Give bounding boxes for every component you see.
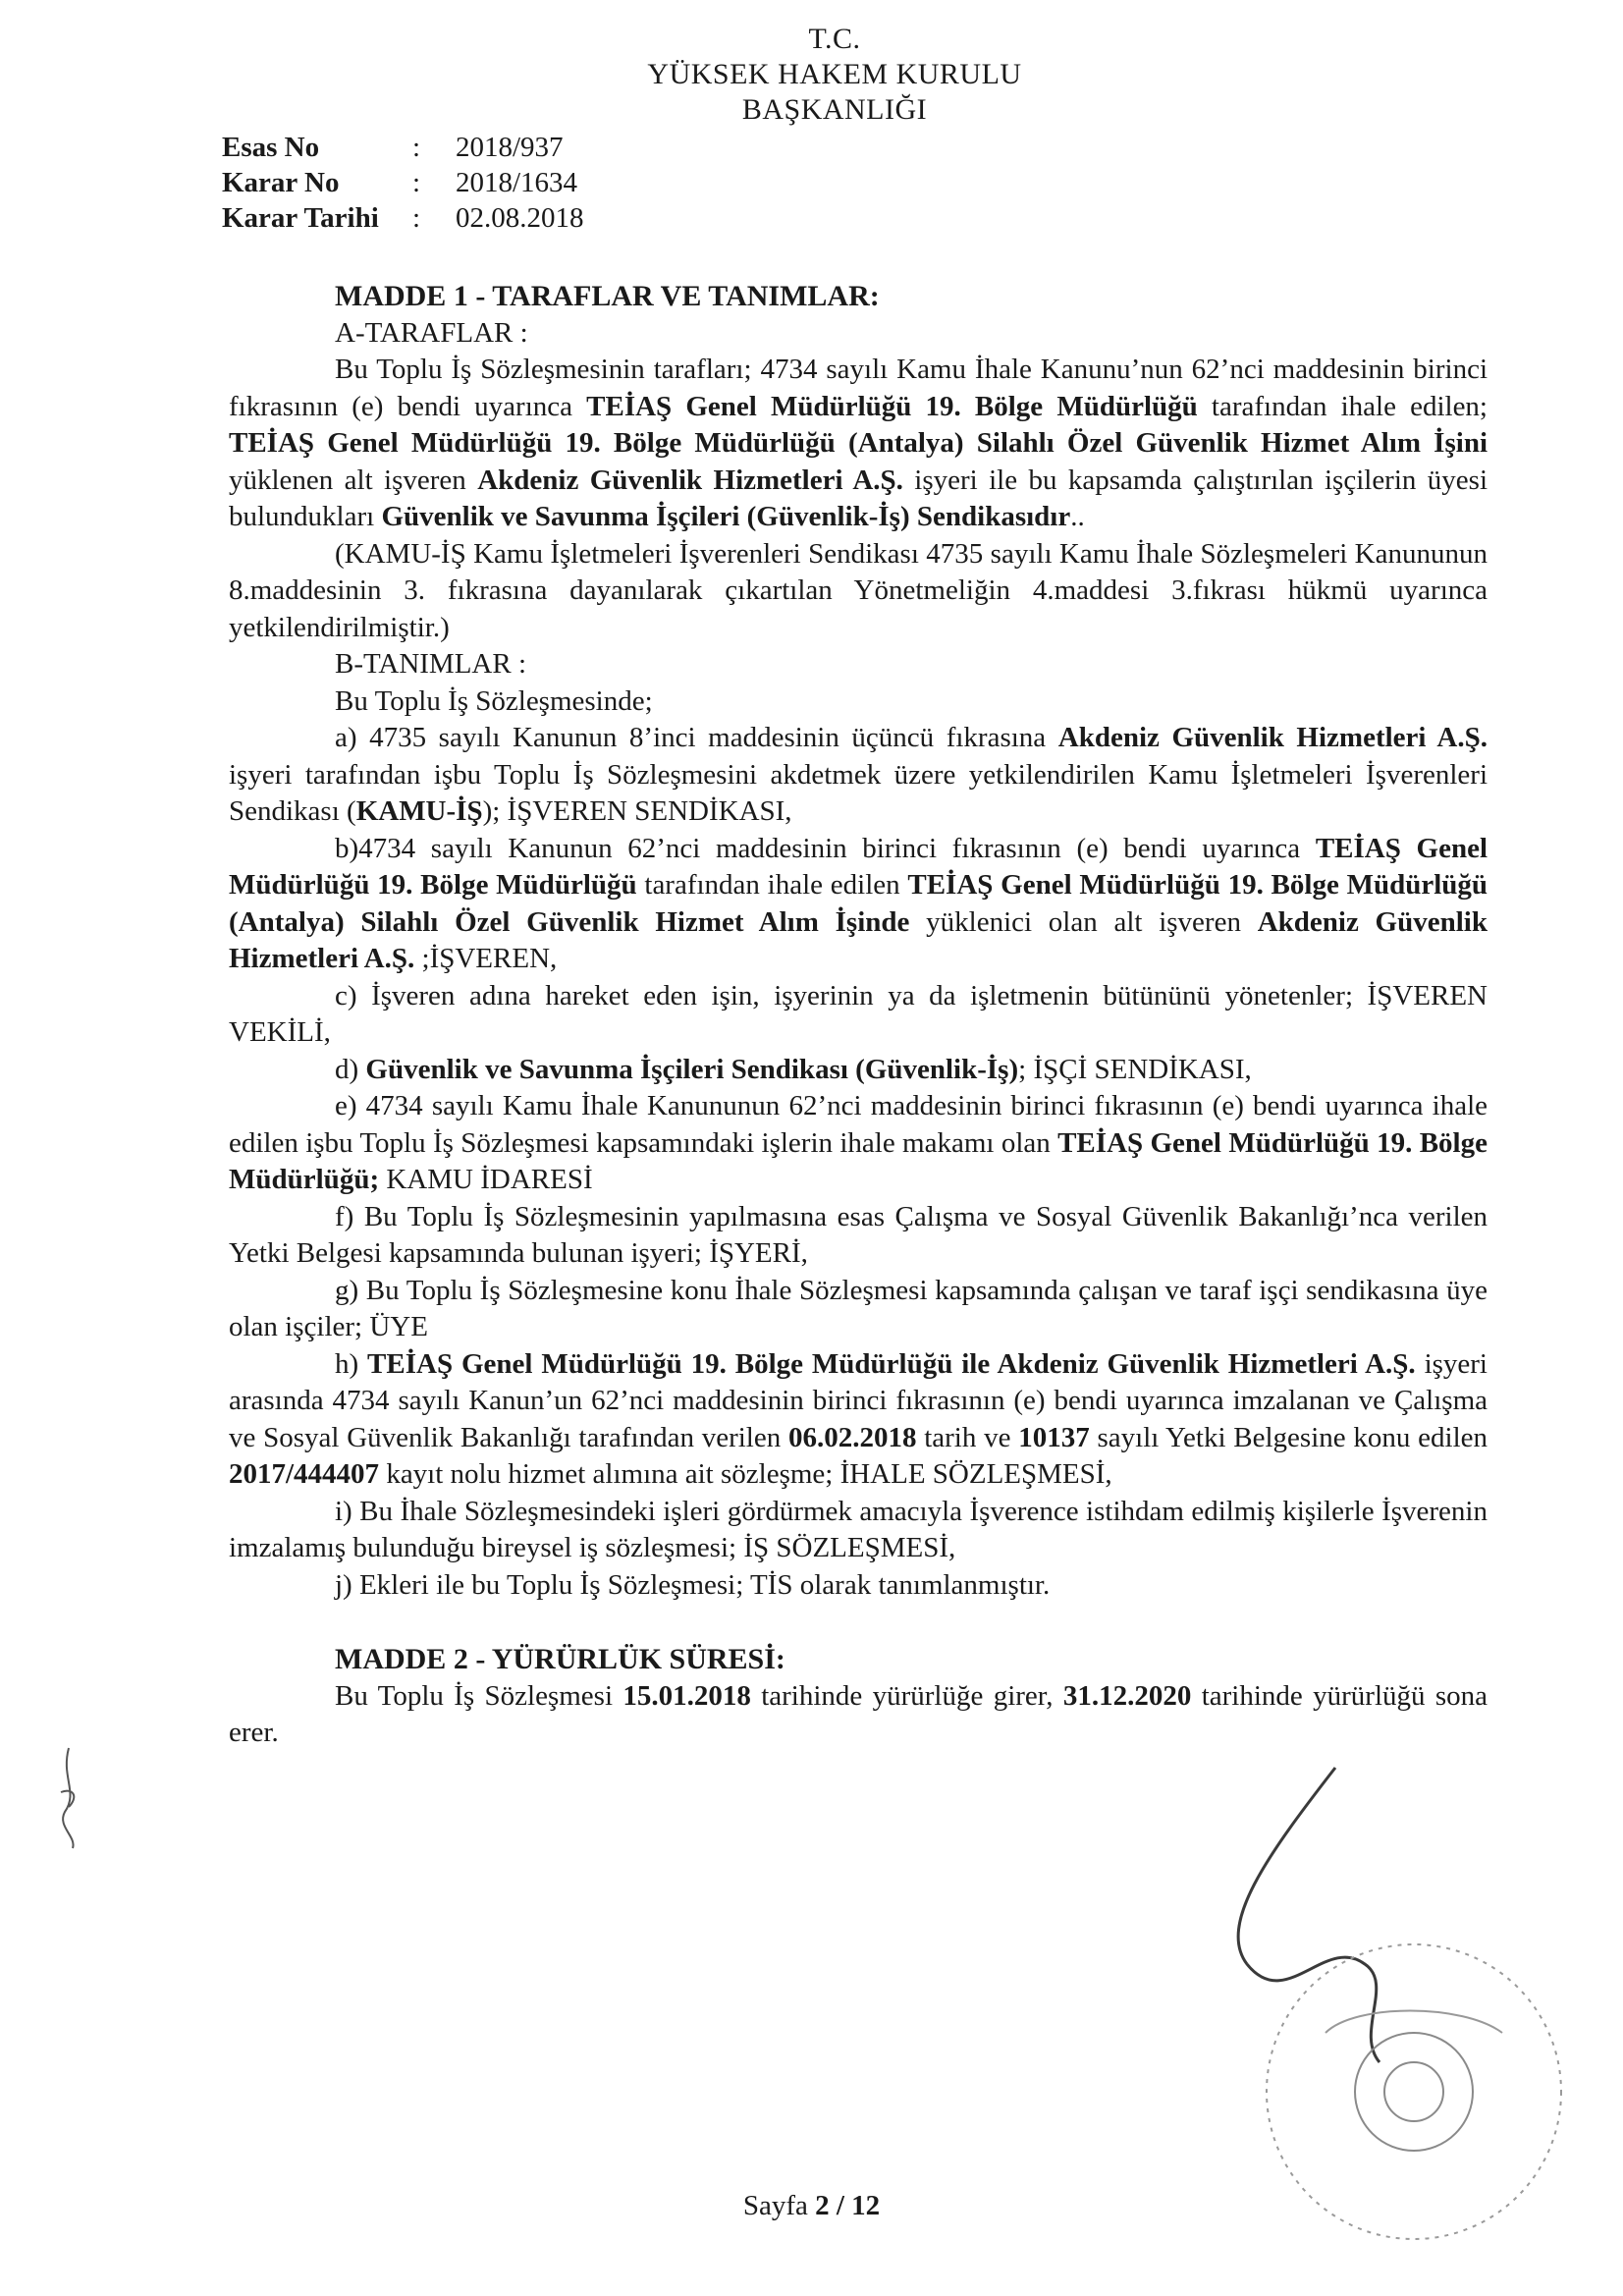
bold-text: Güvenlik ve Savunma İşçileri (Güvenlik-İş) Sendikasıdır [381,501,1071,532]
text-run: f) Bu Toplu İş Sözleşmesinin yapılmasına esas Çalışma ve Sosyal Güvenlik Bakanlığı’nca verilen Yetki Belgesi kapsamında bulunan işyeri; İŞYERİ, [229,1200,1488,1269]
definition-item [229,1088,1488,1199]
bold-text: 31.12.2020 [1062,1679,1192,1712]
text-run: kayıt nolu hizmet alımına ait sözleşme; İHALE SÖZLEŞMESİ, [379,1458,1112,1490]
text-run: tarih ve [916,1421,1019,1453]
bold-text: TEİAŞ Genel Müdürlüğü 19. Bölge Müdürlüğü; [229,1126,1488,1195]
header-presidency: BAŞKANLIĞI [741,93,928,126]
text-run: i) Bu İhale Sözleşmesindeki işleri gördürmek amacıyla İşverence istihdam edilmiş kişilerle İşverenin imzalamış bulunduğu bireysel iş sözleşmesi; İŞ SÖZLEŞMESİ, [229,1495,1488,1563]
meta-value: 2018/1634 [456,167,578,198]
footer-label: Sayfa [742,2190,816,2221]
definition-item [229,720,1488,831]
bold-text: TEİAŞ Genel Müdürlüğü 19. Bölge Müdürlüğü ile Akdeniz Güvenlik Hizmetleri A.Ş. [367,1347,1416,1380]
text-run: a) 4735 sayılı Kanunun 8’inci maddesinin üçüncü fıkrasına [335,722,1058,753]
header-institution: YÜKSEK HAKEM KURULU [647,58,1022,90]
meta-value: 2018/937 [456,132,564,163]
bold-text: Akdeniz Güvenlik Hizmetleri A.Ş. [229,905,1488,974]
bold-text: 10137 [1018,1421,1090,1453]
bold-text: 06.02.2018 [787,1421,917,1453]
text-run: yüklenen alt işveren [229,464,478,496]
text-run: tarihinde yürürlüğe girer, [750,1679,1063,1712]
text-run: b)4734 sayılı Kanunun 62’nci maddesinin birinci fıkrasının (e) bendi uyarınca [335,832,1316,864]
meta-value: 02.08.2018 [456,202,584,234]
bold-text: Güvenlik ve Savunma İşçileri Sendikası (Güvenlik-İş) [365,1053,1019,1085]
meta-separator: : [412,202,421,234]
definition-item [229,1199,1488,1273]
meta-label: Karar No [222,167,340,198]
text-run: tarafından ihale edilen [636,869,908,901]
bold-text: TEİAŞ Genel Müdürlüğü 19. Bölge Müdürlüğü (Antalya) Silahlı Özel Güvenlik Hizmet Alım İşini [229,427,1488,459]
meta-label: Karar Tarihi [222,202,379,234]
text-run: Bu Toplu İş Sözleşmesi [335,1679,623,1712]
text-run: yüklenici olan alt işveren [909,905,1258,938]
meta-label: Esas No [222,132,320,163]
definition-item [229,978,1488,1052]
text-run: g) Bu Toplu İş Sözleşmesine konu İhale Sözleşmesi kapsamında çalışan ve taraf işçi sendikasına üye olan işçiler; ÜYE [229,1274,1488,1342]
bold-text: 2017/444407 [229,1458,380,1490]
meta-separator: : [412,132,421,163]
definition-item [229,831,1488,978]
kamu-is-note: (KAMU-İŞ Kamu İşletmeleri İşverenleri Sendikası 4735 sayılı Kamu İhale Sözleşmeleri Kanununun 8.maddesinin 3. fıkrasına dayanılarak çıkartılan Yönetmeliğin 4.maddesi 3.fıkrası hükmü uyarınca yetkilendirilmiştir.) [229,537,1488,643]
text-run: e) 4734 sayılı Kamu İhale Kanununun 62’nci maddesinin birinci fıkrasının (e) bendi uyarınca ihale edilen işbu Toplu İş Sözleşmesi kapsamındaki işlerin ihale makamı olan [229,1090,1488,1159]
meta-row-karar [222,165,584,200]
section-gap [229,1604,1488,1641]
definition-item [229,1346,1488,1494]
text-run: h) [335,1347,368,1380]
bold-text: Akdeniz Güvenlik Hizmetleri A.Ş. [477,464,903,496]
definitions-list [229,720,1488,1604]
taraflar-paragraph [229,352,1488,536]
document-body [229,278,1488,1752]
bold-text: 15.01.2018 [622,1679,751,1712]
header-country: T.C. [808,23,861,55]
yururluk-paragraph [229,1678,1488,1752]
text-run: KAMU İDARESİ [379,1164,593,1195]
text-run: işyeri arasında 4734 sayılı Kanun’un 62’nci maddesinin birinci fıkrasının (e) bendi uyarınca imzalanan ve Çalışma ve Sosyal Güvenlik Bakanlığı tarafından verilen [229,1347,1488,1453]
text-run: işyeri tarafından işbu Toplu İş Sözleşmesini akdetmek üzere yetkilendirilen Kamu İşletmeleri İşverenleri Sendikası ( [229,758,1488,827]
taraflar-title: A-TARAFLAR : [335,316,528,349]
bold-text: Akdeniz Güvenlik Hizmetleri A.Ş. [1057,722,1488,753]
text-run: c) İşveren adına hareket eden işin, işyerinin ya da işletmenin bütününü yönetenler; İŞVEREN VEKİLİ, [229,979,1488,1048]
text-run: işyeri ile bu kapsamda çalıştırılan işçilerin üyesi bulundukları [229,464,1488,532]
bold-text: TEİAŞ Genel Müdürlüğü 19. Bölge Müdürlüğü [229,832,1488,901]
meta-row-tarih [222,200,584,236]
text-run: Bu Toplu İş Sözleşmesinin tarafları; 4734 sayılı Kamu İhale Kanunu’nun 62’nci maddesinin birinci fıkrasının (e) bendi uyarınca [229,354,1488,422]
meta-separator: : [412,167,421,198]
text-run: tarihinde yürürlüğü sona erer. [229,1679,1488,1748]
text-run: tarafından ihale edilen; [1197,390,1488,422]
text-run: ;İŞVEREN, [414,943,558,974]
tanimlar-title: B-TANIMLAR : [335,648,527,680]
definition-item [229,1567,1488,1605]
text-run: j) Ekleri ile bu Toplu İş Sözleşmesi; TİS olarak tanımlanmıştır. [335,1568,1051,1601]
text-run: .. [1070,501,1085,532]
document-header [550,22,1119,128]
bold-text: TEİAŞ Genel Müdürlüğü 19. Bölge Müdürlüğü (Antalya) Silahlı Özel Güvenlik Hizmet Alım İşinde [229,869,1488,938]
madde2-heading: MADDE 2 - YÜRÜRLÜK SÜRESİ: [335,1643,785,1675]
tanimlar-intro: Bu Toplu İş Sözleşmesinde; [335,684,653,717]
text-run: ); İŞVEREN SENDİKASI, [482,795,792,827]
meta-row-esas [222,130,584,165]
definition-item [229,1273,1488,1346]
definition-item [229,1494,1488,1567]
page-number: 2 / 12 [815,2190,881,2221]
definition-item [229,1052,1488,1089]
bold-text: KAMU-İŞ [355,795,483,827]
text-run: sayılı Yetki Belgesine konu edilen [1089,1421,1488,1453]
text-run: d) [335,1053,366,1085]
madde1-heading: MADDE 1 - TARAFLAR VE TANIMLAR: [335,280,880,312]
bold-text: TEİAŞ Genel Müdürlüğü 19. Bölge Müdürlüğü [586,390,1198,422]
margin-initial-signature [39,1738,98,1856]
page-footer [0,2190,1623,2222]
text-run: ; İŞÇİ SENDİKASI, [1018,1053,1252,1085]
case-meta [222,130,584,236]
